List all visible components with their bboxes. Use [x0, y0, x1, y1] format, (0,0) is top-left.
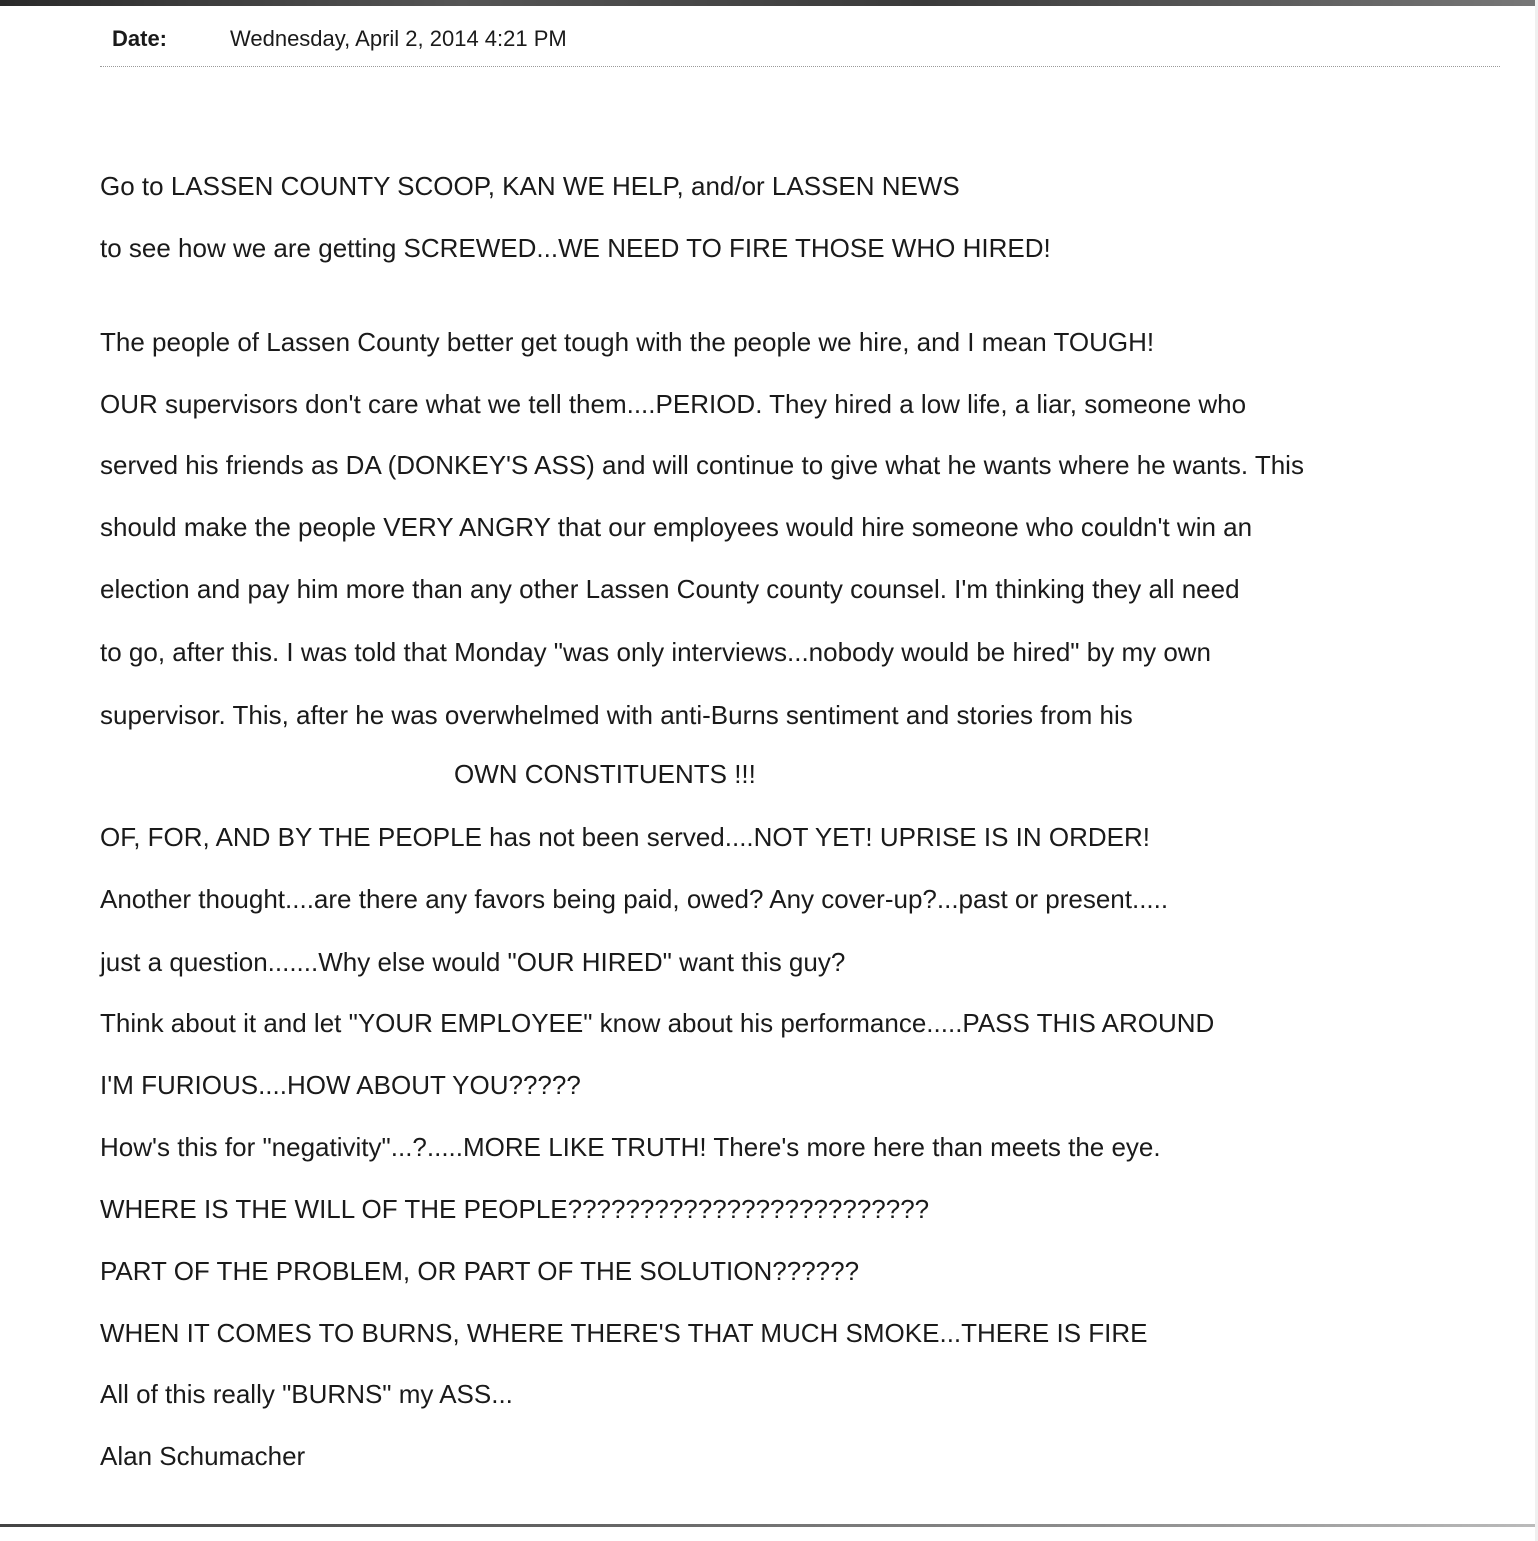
header-divider — [100, 66, 1500, 67]
body-line: Go to LASSEN COUNTY SCOOP, KAN WE HELP, and/or LASSEN NEWS — [100, 171, 960, 201]
body-line: PART OF THE PROBLEM, OR PART OF THE SOLUTION?????? — [100, 1256, 860, 1286]
date-label: Date: — [112, 26, 168, 51]
body-line: to go, after this. I was told that Monday "was only interviews...nobody would be hired" by my own — [100, 637, 1212, 667]
body-line: Think about it and let "YOUR EMPLOYEE" know about his performance.....PASS THIS AROUND — [100, 1008, 1215, 1038]
body-line: All of this really "BURNS" my ASS... — [100, 1379, 513, 1409]
body-line: OUR supervisors don't care what we tell them....PERIOD. They hired a low life, a liar, someone who — [100, 389, 1247, 419]
body-line-centered: OWN CONSTITUENTS !!! — [454, 759, 756, 789]
body-line: WHERE IS THE WILL OF THE PEOPLE????????????????????????? — [100, 1194, 930, 1224]
body-line: How's this for "negativity"...?.....MORE LIKE TRUTH! There's more here than meets the eye. — [100, 1132, 1161, 1162]
body-line: The people of Lassen County better get tough with the people we hire, and I mean TOUGH! — [100, 327, 1155, 357]
body-line: to see how we are getting SCREWED...WE NEED TO FIRE THOSE WHO HIRED! — [100, 233, 1051, 263]
date-value: Wednesday, April 2, 2014 4:21 PM — [230, 26, 567, 51]
signature: Alan Schumacher — [100, 1441, 306, 1471]
body-line: I'M FURIOUS....HOW ABOUT YOU????? — [100, 1070, 581, 1100]
body-line: should make the people VERY ANGRY that our employees would hire someone who couldn't win an — [100, 512, 1253, 542]
body-line: OF, FOR, AND BY THE PEOPLE has not been served....NOT YET! UPRISE IS IN ORDER! — [100, 822, 1150, 852]
body-line: just a question.......Why else would "OUR HIRED" want this guy? — [100, 947, 846, 977]
body-line: supervisor. This, after he was overwhelmed with anti-Burns sentiment and stories from his — [100, 700, 1133, 730]
body-line: WHEN IT COMES TO BURNS, WHERE THERE'S THAT MUCH SMOKE...THERE IS FIRE — [100, 1318, 1148, 1348]
top-edge-rule — [0, 0, 1538, 6]
body-line: election and pay him more than any other Lassen County county counsel. I'm thinking they all need — [100, 574, 1240, 604]
email-header — [112, 26, 567, 52]
body-line: Another thought....are there any favors being paid, owed? Any cover-up?...past or present..... — [100, 884, 1169, 914]
body-line: served his friends as DA (DONKEY'S ASS) and will continue to give what he wants where he wants. This — [100, 450, 1304, 480]
bottom-edge-rule — [0, 1524, 1538, 1527]
